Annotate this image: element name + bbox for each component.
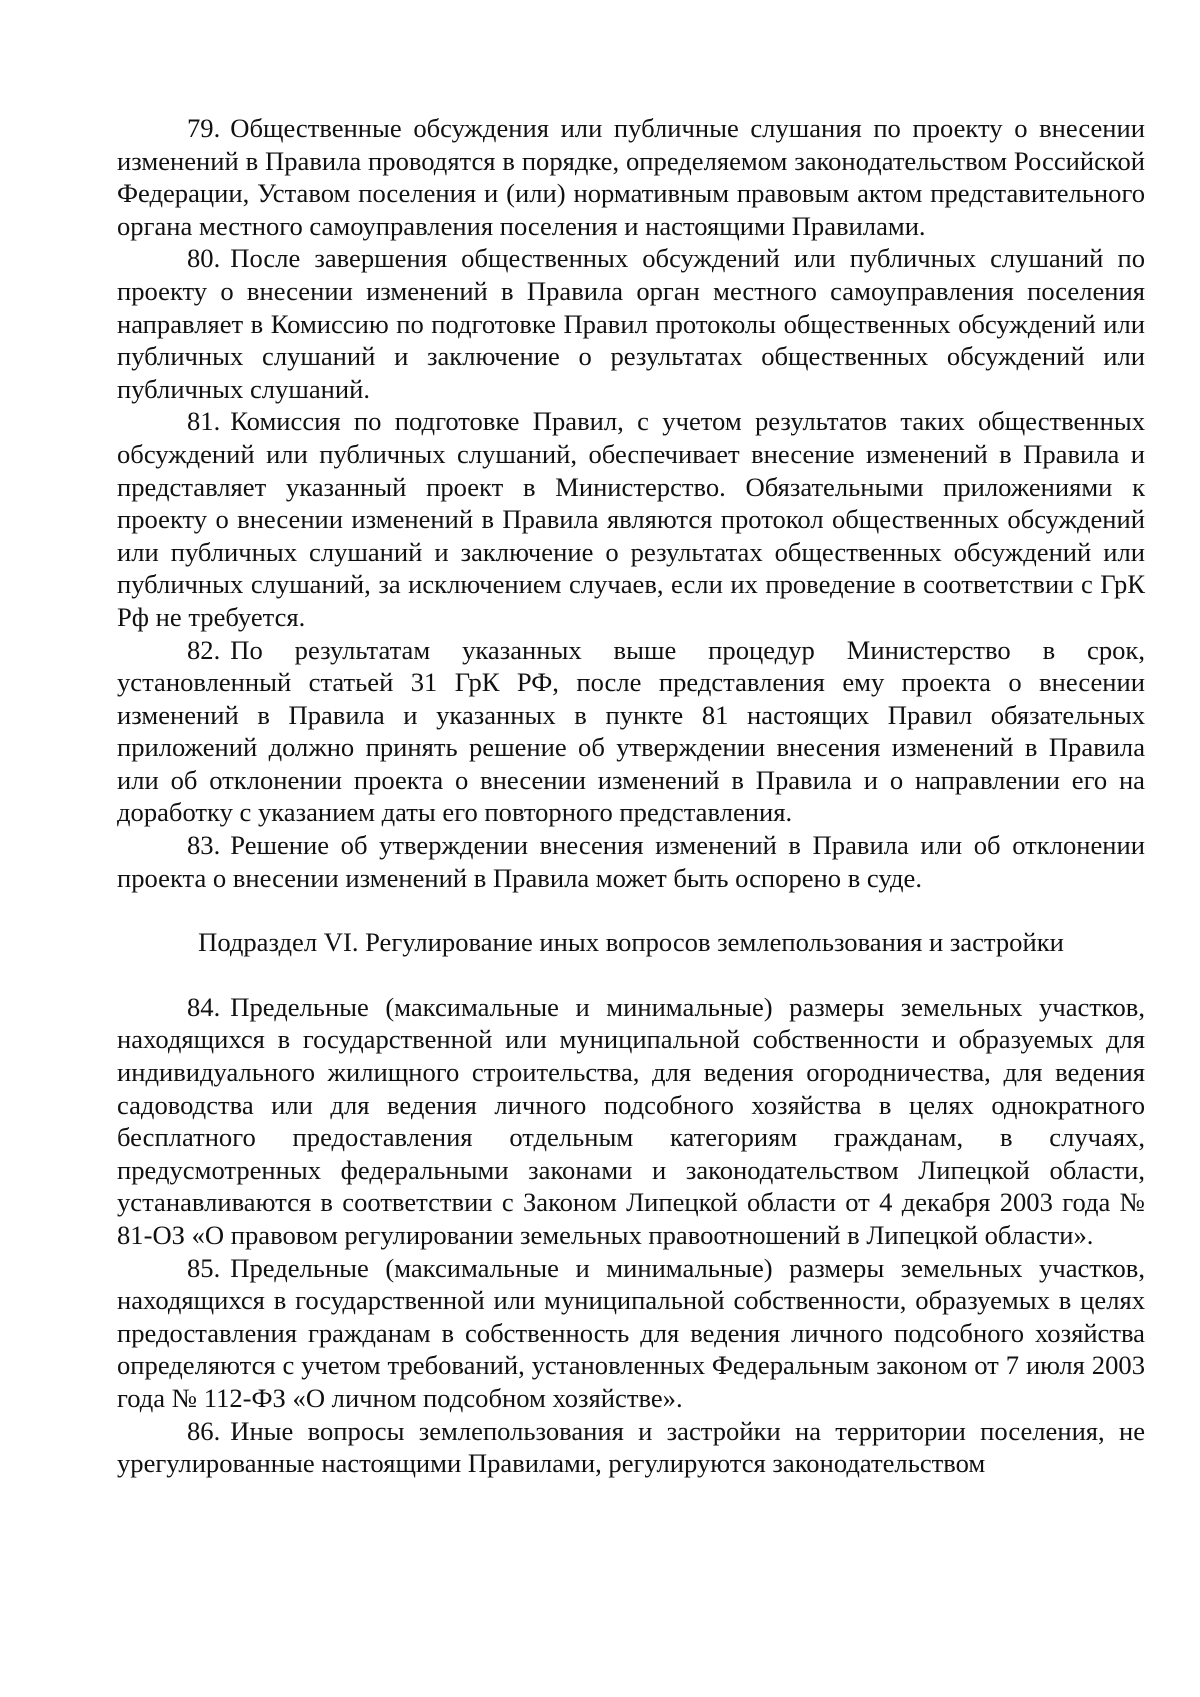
paragraph-text: Предельные (максимальные и минимальные) размеры земельных участков, находящихся в государственной или муниципальной собственности, образуемых в целях предоставления гражданам в собственность для ведения личного подсобного хозяйства определяются с учетом требований, установленных Федеральным законом от 7 июля 2003 года № 112-ФЗ «О личном подсобном хозяйстве».	[117, 1252, 1145, 1413]
paragraph-82	[117, 634, 1145, 830]
paragraph-number: 85.	[187, 1252, 221, 1283]
section-heading: Подраздел VI. Регулирование иных вопросов землепользования и застройки	[198, 927, 1064, 958]
paragraph-80	[117, 242, 1145, 405]
document-page	[117, 112, 1145, 1480]
paragraph-number: 86.	[187, 1415, 221, 1446]
paragraph-85	[117, 1252, 1145, 1415]
paragraph-83	[117, 829, 1145, 894]
paragraph-text: По результатам указанных выше процедур Министерство в срок, установленный статьей 31 ГрК РФ, после представления ему проекта о внесении изменений в Правила и указанных в пункте 81 настоящих Правил обязательных приложений должно принять решение об утверждении внесения изменений в Правила или об отклонении проекта о внесении изменений в Правила и о направлении его на доработку с указанием даты его повторного представления.	[117, 634, 1145, 828]
paragraph-79	[117, 112, 1145, 242]
paragraph-number: 80.	[187, 243, 221, 274]
paragraph-text: Общественные обсуждения или публичные слушания по проекту о внесении изменений в Правила проводятся в порядке, определяемом законодательством Российской Федерации, Уставом поселения и (или) нормативным правовым актом представительного органа местного самоуправления поселения и настоящими Правилами.	[117, 113, 1145, 241]
paragraph-text: После завершения общественных обсуждений или публичных слушаний по проекту о внесении изменений в Правила орган местного самоуправления поселения направляет в Комиссию по подготовке Правил протоколы общественных обсуждений или публичных слушаний и заключение о результатах общественных обсуждений или публичных слушаний.	[117, 243, 1145, 404]
paragraph-81	[117, 405, 1145, 633]
paragraph-84	[117, 991, 1145, 1252]
paragraph-number: 84.	[187, 991, 221, 1022]
paragraph-number: 83.	[187, 830, 221, 861]
paragraph-text: Иные вопросы землепользования и застройки на территории поселения, не урегулированные настоящими Правилами, регулируются законодательством	[117, 1415, 1145, 1479]
paragraph-number: 81.	[187, 406, 221, 437]
paragraph-text: Комиссия по подготовке Правил, с учетом результатов таких общественных обсуждений или публичных слушаний, обеспечивает внесение изменений в Правила и представляет указанный проект в Министерство. Обязательными приложениями к проекту о внесении изменений в Правила являются протокол общественных обсуждений или публичных слушаний и заключение о результатах общественных обсуждений или публичных слушаний, за исключением случаев, если их проведение в соответствии с ГрК Рф не требуется.	[117, 406, 1145, 632]
paragraph-number: 79.	[187, 113, 221, 143]
paragraph-number: 82.	[187, 634, 221, 665]
paragraph-text: Решение об утверждении внесения изменений в Правила или об отклонении проекта о внесении изменений в Правила может быть оспорено в суде.	[117, 830, 1145, 893]
paragraph-86	[117, 1415, 1145, 1480]
paragraph-text: Предельные (максимальные и минимальные) размеры земельных участков, находящихся в государственной или муниципальной собственности и образуемых для индивидуального жилищного строительства, для ведения огородничества, для ведения садоводства или для ведения личного подсобного хозяйства в целях однократного бесплатного предоставления отдельным категориям гражданам, в случаях, предусмотренных федеральными законами и законодательством Липецкой области, устанавливаются в соответствии с Законом Липецкой области от 4 декабря 2003 года № 81-ОЗ «О правовом регулировании земельных правоотношений в Липецкой области».	[117, 991, 1145, 1250]
